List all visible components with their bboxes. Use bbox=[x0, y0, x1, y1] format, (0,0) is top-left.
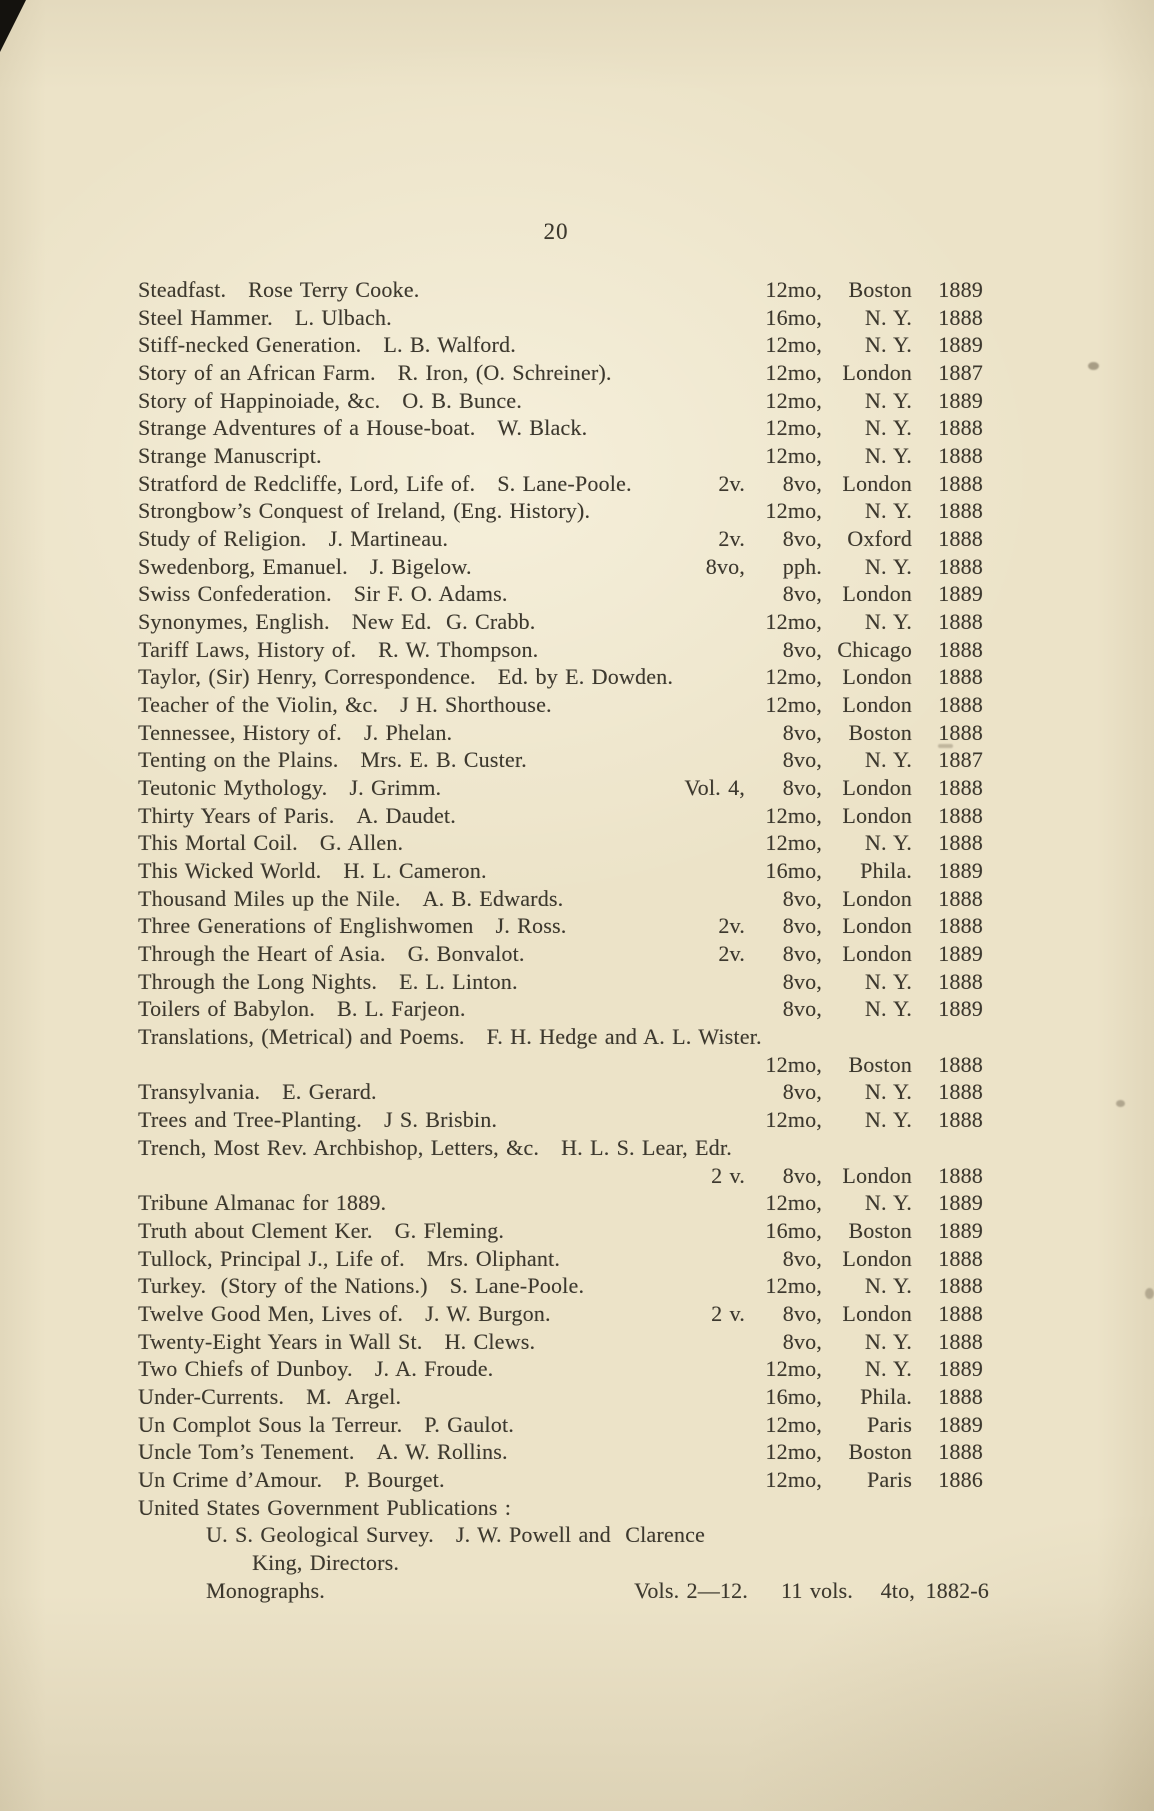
catalog-row bbox=[0, 802, 1154, 830]
catalog-row bbox=[0, 885, 1154, 913]
entry-year: 1888 bbox=[938, 1051, 983, 1077]
entry-title: Through the Long Nights. E. L. Linton. bbox=[138, 968, 518, 994]
entry-title: Story of Happinoiade, &c. O. B. Bunce. bbox=[138, 387, 522, 413]
catalog-row bbox=[0, 1577, 1154, 1605]
entry-title: Taylor, (Sir) Henry, Correspondence. Ed. by E. Dowden. bbox=[138, 664, 674, 690]
catalog-row bbox=[0, 774, 1154, 802]
catalog-row bbox=[0, 1549, 1154, 1577]
entry-volume: 2 v. bbox=[711, 1300, 745, 1326]
entry-format: 12mo, bbox=[765, 1466, 822, 1492]
catalog-row bbox=[0, 1494, 1154, 1522]
entry-place: London bbox=[842, 470, 912, 496]
entry-place: N. Y. bbox=[864, 1107, 912, 1133]
catalog-row bbox=[0, 359, 1154, 387]
entry-title: Turkey. (Story of the Nations.) S. Lane-Poole. bbox=[138, 1273, 585, 1299]
catalog-row bbox=[0, 414, 1154, 442]
entry-title: Un Complot Sous la Terreur. P. Gaulot. bbox=[138, 1411, 514, 1437]
entry-format: 12mo, bbox=[765, 415, 822, 441]
entry-format: 8vo, bbox=[782, 885, 822, 911]
entry-author: Mrs. E. B. Custer. bbox=[360, 747, 527, 773]
catalog-row bbox=[0, 387, 1154, 415]
entry-year: 1888 bbox=[938, 692, 983, 718]
entry-title: Tribune Almanac for 1889. bbox=[138, 1190, 387, 1216]
entry-format: 16mo, bbox=[765, 304, 822, 330]
entry-title: Trench, Most Rev. Archbishop, Letters, &c. H. L. S. Lear, Edr. bbox=[138, 1134, 732, 1160]
entry-year: 1888 bbox=[938, 1079, 983, 1105]
entry-place: N. Y. bbox=[864, 747, 912, 773]
entry-author: A. B. Edwards. bbox=[422, 885, 564, 911]
entry-format: 12mo, bbox=[765, 1411, 822, 1437]
entry-place: London bbox=[842, 1162, 912, 1188]
entry-format: 8vo, bbox=[782, 1245, 822, 1271]
entry-year: 1889 bbox=[938, 941, 983, 967]
catalog-row bbox=[0, 1134, 1154, 1162]
entry-place: N. Y. bbox=[864, 1328, 912, 1354]
entry-format: 8vo, bbox=[782, 1300, 822, 1326]
entry-author: R. W. Thompson. bbox=[378, 636, 539, 662]
entry-place: N. Y. bbox=[864, 415, 912, 441]
entry-place: London bbox=[842, 1300, 912, 1326]
entry-year: 1889 bbox=[938, 1190, 983, 1216]
entry-format: 8vo, bbox=[782, 1328, 822, 1354]
entry-format: 4to, bbox=[880, 1577, 915, 1603]
entry-title: U. S. Geological Survey. J. W. Powell and Clarence bbox=[206, 1522, 706, 1548]
entry-title: Under-Currents. M. Argel. bbox=[138, 1383, 402, 1409]
entry-place: N. Y. bbox=[864, 1356, 912, 1382]
entry-place: London bbox=[842, 664, 912, 690]
entry-year: 1889 bbox=[938, 581, 983, 607]
entry-title: Truth about Clement Ker. G. Fleming. bbox=[138, 1217, 505, 1243]
entry-format: 12mo, bbox=[765, 1356, 822, 1382]
entry-title: Steadfast. Rose Terry Cooke. bbox=[138, 277, 420, 302]
entry-format: 12mo, bbox=[765, 387, 822, 413]
catalog-row bbox=[0, 691, 1154, 719]
entry-year: 1888 bbox=[938, 775, 983, 801]
entry-author: B. L. Farjeon. bbox=[336, 996, 466, 1022]
entry-format: 8vo, bbox=[782, 996, 822, 1022]
entry-place: Paris bbox=[867, 1411, 912, 1437]
catalog-row bbox=[0, 1189, 1154, 1217]
entry-year: 1889 bbox=[938, 277, 983, 302]
entry-place: N. Y. bbox=[864, 553, 912, 579]
entry-year: 1888 bbox=[938, 553, 983, 579]
entry-format: 8vo, bbox=[782, 775, 822, 801]
catalog-row bbox=[0, 1217, 1154, 1245]
entry-title: King, Directors. bbox=[252, 1549, 400, 1575]
entry-format: 8vo, bbox=[782, 913, 822, 939]
catalog-row bbox=[0, 968, 1154, 996]
entry-place: N. Y. bbox=[864, 304, 912, 330]
entry-author: Rose Terry Cooke. bbox=[248, 277, 420, 302]
entry-author: A. Daudet. bbox=[356, 802, 456, 828]
entry-title: Tullock, Principal J., Life of. Mrs. Oliphant. bbox=[138, 1245, 561, 1271]
entry-author: Ed. by E. Dowden. bbox=[497, 664, 674, 690]
entry-format: 8vo, bbox=[782, 719, 822, 745]
entry-place: Chicago bbox=[837, 636, 912, 662]
entry-year: 1889 bbox=[938, 996, 983, 1022]
entry-author: H. L. S. Lear, Edr. bbox=[561, 1134, 732, 1160]
entry-title: Swedenborg, Emanuel. J. Bigelow. bbox=[138, 553, 472, 579]
catalog-row bbox=[0, 663, 1154, 691]
entry-author: S. Lane-Poole. bbox=[449, 1273, 585, 1299]
entry-format: 16mo, bbox=[765, 1383, 822, 1409]
entry-place: Boston bbox=[848, 277, 912, 302]
entry-place: N. Y. bbox=[864, 968, 912, 994]
entry-title: This Mortal Coil. G. Allen. bbox=[138, 830, 404, 856]
entry-format: 12mo, bbox=[765, 664, 822, 690]
entry-format: 8vo, bbox=[782, 636, 822, 662]
entry-year: 1888 bbox=[938, 1439, 983, 1465]
entry-place: N. Y. bbox=[864, 332, 912, 358]
entry-year: 1888 bbox=[938, 526, 983, 552]
entry-author: New Ed. G. Crabb. bbox=[351, 609, 536, 635]
entry-author: H. L. Cameron. bbox=[343, 858, 487, 884]
entry-format: 16mo, bbox=[765, 1217, 822, 1243]
entry-author: J. Grimm. bbox=[349, 775, 442, 801]
catalog-row bbox=[0, 636, 1154, 664]
entry-year: 1882-6 bbox=[925, 1577, 989, 1603]
entry-place: Paris bbox=[867, 1466, 912, 1492]
entry-author: G. Bonvalot. bbox=[407, 941, 525, 967]
entry-year: 1888 bbox=[938, 1245, 983, 1271]
entry-title: Trees and Tree-Planting. J S. Brisbin. bbox=[138, 1107, 498, 1133]
entry-author: Sir F. O. Adams. bbox=[353, 581, 508, 607]
entry-place: N. Y. bbox=[864, 387, 912, 413]
entry-format: 8vo, bbox=[782, 526, 822, 552]
entry-format: 12mo, bbox=[765, 1107, 822, 1133]
catalog-row bbox=[0, 1438, 1154, 1466]
entry-format: 12mo, bbox=[765, 277, 822, 302]
entry-title: Toilers of Babylon. B. L. Farjeon. bbox=[138, 996, 466, 1022]
catalog-row bbox=[0, 1051, 1154, 1079]
catalog-row bbox=[0, 1300, 1154, 1328]
entry-author: G. Fleming. bbox=[394, 1217, 505, 1243]
entry-year: 1889 bbox=[938, 1217, 983, 1243]
entry-year: 1888 bbox=[938, 415, 983, 441]
entry-author: E. L. Linton. bbox=[399, 968, 518, 994]
entry-volume: Vol. 4, bbox=[684, 775, 745, 801]
catalog-row bbox=[0, 940, 1154, 968]
entry-title: Strange Adventures of a House-boat. W. Black. bbox=[138, 415, 588, 441]
entry-place: London bbox=[842, 802, 912, 828]
entry-author: J. Martineau. bbox=[328, 526, 449, 552]
entry-author: J. A. Froude. bbox=[374, 1356, 494, 1382]
entry-title: Strongbow’s Conquest of Ireland, (Eng. History). bbox=[138, 498, 591, 524]
entry-format: 12mo, bbox=[765, 830, 822, 856]
entry-author: J. W. Powell and Clarence bbox=[455, 1522, 706, 1548]
entry-place: London bbox=[842, 581, 912, 607]
entry-title: Two Chiefs of Dunboy. J. A. Froude. bbox=[138, 1356, 494, 1382]
entry-title: Uncle Tom’s Tenement. A. W. Rollins. bbox=[138, 1439, 508, 1465]
catalog-row bbox=[0, 1106, 1154, 1134]
catalog-row bbox=[0, 1521, 1154, 1549]
entry-volume: 2v. bbox=[718, 470, 745, 496]
entry-year: 1889 bbox=[938, 1356, 983, 1382]
scan-corner-artifact bbox=[0, 0, 26, 52]
entry-year: 1889 bbox=[938, 387, 983, 413]
entry-format: 12mo, bbox=[765, 692, 822, 718]
entry-title: United States Government Publications : bbox=[138, 1494, 512, 1520]
entry-year: 1888 bbox=[938, 443, 983, 469]
entry-year: 1888 bbox=[938, 1107, 983, 1133]
entry-author: J. Bigelow. bbox=[369, 553, 472, 579]
entry-author: M. Argel. bbox=[306, 1383, 402, 1409]
entry-place: Phila. bbox=[860, 1383, 912, 1409]
entry-author: F. H. Hedge and A. L. Wister. bbox=[486, 1024, 762, 1050]
entry-author: J S. Brisbin. bbox=[383, 1107, 498, 1133]
entry-year: 1888 bbox=[938, 802, 983, 828]
entry-place: Oxford bbox=[847, 526, 912, 552]
entry-year: 1888 bbox=[938, 1162, 983, 1188]
entry-title: Monographs. bbox=[206, 1577, 325, 1603]
entry-author: S. Lane-Poole. bbox=[497, 470, 632, 496]
entry-title: Story of an African Farm. R. Iron, (O. Schreiner). bbox=[138, 360, 612, 386]
entry-format: 12mo, bbox=[765, 360, 822, 386]
entry-year: 1888 bbox=[938, 609, 983, 635]
entry-format: 12mo, bbox=[765, 332, 822, 358]
entry-year: 1888 bbox=[938, 913, 983, 939]
entry-title: Transylvania. E. Gerard. bbox=[138, 1079, 377, 1105]
entry-author: J. W. Burgon. bbox=[425, 1300, 551, 1326]
entry-author: J. Phelan. bbox=[363, 719, 453, 745]
entry-year: 1887 bbox=[938, 747, 983, 773]
entry-author: J H. Shorthouse. bbox=[400, 692, 552, 718]
entry-format: 12mo, bbox=[765, 1273, 822, 1299]
entry-format: 8vo, bbox=[782, 747, 822, 773]
entry-title: Tariff Laws, History of. R. W. Thompson. bbox=[138, 636, 539, 662]
entry-volume: 2v. bbox=[718, 941, 745, 967]
entry-format: 8vo, bbox=[782, 968, 822, 994]
entry-place: N. Y. bbox=[864, 609, 912, 635]
entry-title: Study of Religion. J. Martineau. bbox=[138, 526, 449, 552]
entry-author: L. Ulbach. bbox=[294, 304, 392, 330]
entry-title: This Wicked World. H. L. Cameron. bbox=[138, 858, 487, 884]
entry-title: Three Generations of Englishwomen J. Ross. bbox=[138, 913, 567, 939]
catalog-row bbox=[0, 580, 1154, 608]
catalog-row bbox=[0, 276, 1154, 304]
entry-format: 8vo, bbox=[782, 1162, 822, 1188]
catalog-row bbox=[0, 470, 1154, 498]
entry-author: J. Ross. bbox=[495, 913, 567, 939]
entry-place: Boston bbox=[848, 1051, 912, 1077]
entry-place: N. Y. bbox=[864, 498, 912, 524]
entry-year: 1886 bbox=[938, 1466, 983, 1492]
catalog-row bbox=[0, 304, 1154, 332]
entry-author: A. W. Rollins. bbox=[376, 1439, 508, 1465]
entry-place: N. Y. bbox=[864, 1190, 912, 1216]
entry-year: 1888 bbox=[938, 1273, 983, 1299]
entry-volume-count: 11 vols. bbox=[781, 1577, 853, 1603]
entry-place: N. Y. bbox=[864, 996, 912, 1022]
catalog-row bbox=[0, 497, 1154, 525]
catalog-row bbox=[0, 608, 1154, 636]
catalog-row bbox=[0, 857, 1154, 885]
catalog-row bbox=[0, 1355, 1154, 1383]
entry-volume: 8vo, bbox=[705, 553, 745, 579]
catalog-row bbox=[0, 1383, 1154, 1411]
catalog-row bbox=[0, 746, 1154, 774]
entry-place: Boston bbox=[848, 719, 912, 745]
entry-author: P. Bourget. bbox=[344, 1466, 445, 1492]
entry-place: Phila. bbox=[860, 858, 912, 884]
catalog-row bbox=[0, 912, 1154, 940]
catalog-row bbox=[0, 1411, 1154, 1439]
entry-year: 1889 bbox=[938, 858, 983, 884]
entry-format: 12mo, bbox=[765, 609, 822, 635]
entry-format: 12mo, bbox=[765, 1051, 822, 1077]
entry-title: Teutonic Mythology. J. Grimm. bbox=[138, 775, 442, 801]
catalog-row bbox=[0, 1162, 1154, 1190]
catalog-row bbox=[0, 1245, 1154, 1273]
entry-place: London bbox=[842, 692, 912, 718]
entry-place: N. Y. bbox=[864, 443, 912, 469]
entry-title: Through the Heart of Asia. G. Bonvalot. bbox=[138, 941, 525, 967]
entry-format: 12mo, bbox=[765, 443, 822, 469]
entry-year: 1888 bbox=[938, 1383, 983, 1409]
entry-format: 16mo, bbox=[765, 858, 822, 884]
catalog-row bbox=[0, 442, 1154, 470]
entry-author: O. B. Bunce. bbox=[402, 387, 522, 413]
page-number: 20 bbox=[543, 219, 569, 244]
entry-title: Twenty-Eight Years in Wall St. H. Clews. bbox=[138, 1328, 536, 1354]
entry-author: P. Gaulot. bbox=[424, 1411, 514, 1437]
entry-year: 1888 bbox=[938, 470, 983, 496]
entry-title: Stratford de Redcliffe, Lord, Life of. S. Lane-Poole. bbox=[138, 470, 632, 496]
entry-title: Synonymes, English. New Ed. G. Crabb. bbox=[138, 609, 536, 635]
catalog-row bbox=[0, 1023, 1154, 1051]
entry-year: 1888 bbox=[938, 664, 983, 690]
entry-author: R. Iron, (O. Schreiner). bbox=[397, 360, 612, 386]
catalog-row bbox=[0, 1272, 1154, 1300]
entry-place: Boston bbox=[848, 1439, 912, 1465]
entry-place: London bbox=[842, 1245, 912, 1271]
entry-place: London bbox=[842, 913, 912, 939]
entry-year: 1887 bbox=[938, 360, 983, 386]
entry-year: 1888 bbox=[938, 498, 983, 524]
entry-title: Tennessee, History of. J. Phelan. bbox=[138, 719, 453, 745]
entry-title: Twelve Good Men, Lives of. J. W. Burgon. bbox=[138, 1300, 551, 1326]
catalog-row bbox=[0, 995, 1154, 1023]
catalog-row bbox=[0, 331, 1154, 359]
entry-place: London bbox=[842, 941, 912, 967]
entry-place: N. Y. bbox=[864, 830, 912, 856]
entry-title: Translations, (Metrical) and Poems. F. H. Hedge and A. L. Wister. bbox=[138, 1024, 762, 1050]
entry-title: Stiff-necked Generation. L. B. Walford. bbox=[138, 332, 516, 358]
entry-place: London bbox=[842, 360, 912, 386]
entry-place: London bbox=[842, 885, 912, 911]
entry-year: 1888 bbox=[938, 304, 983, 330]
entry-title: Teacher of the Violin, &c. J H. Shorthouse. bbox=[138, 692, 552, 718]
entry-volume: 2v. bbox=[718, 913, 745, 939]
entry-author: H. Clews. bbox=[444, 1328, 536, 1354]
entry-format: 12mo, bbox=[765, 1190, 822, 1216]
entry-year: 1888 bbox=[938, 885, 983, 911]
entry-format: 12mo, bbox=[765, 498, 822, 524]
catalog-row bbox=[0, 1078, 1154, 1106]
entry-title: Steel Hammer. L. Ulbach. bbox=[138, 304, 392, 330]
catalog-row bbox=[0, 829, 1154, 857]
entry-place: Boston bbox=[848, 1217, 912, 1243]
entry-year: 1888 bbox=[938, 830, 983, 856]
entry-title: Thousand Miles up the Nile. A. B. Edwards. bbox=[138, 885, 564, 911]
entry-place: N. Y. bbox=[864, 1079, 912, 1105]
entry-year: 1888 bbox=[938, 636, 983, 662]
entry-format: 8vo, bbox=[782, 1079, 822, 1105]
entry-year: 1888 bbox=[938, 968, 983, 994]
entry-author: L. B. Walford. bbox=[383, 332, 516, 358]
catalog-row bbox=[0, 1466, 1154, 1494]
catalog-entries bbox=[0, 276, 1154, 1604]
entry-title: Tenting on the Plains. Mrs. E. B. Custer. bbox=[138, 747, 527, 773]
entry-title: Swiss Confederation. Sir F. O. Adams. bbox=[138, 581, 508, 607]
entry-volume: 2v. bbox=[718, 526, 745, 552]
entry-format: 8vo, bbox=[782, 470, 822, 496]
entry-year: 1888 bbox=[938, 1328, 983, 1354]
catalog-row bbox=[0, 719, 1154, 747]
entry-format: 12mo, bbox=[765, 1439, 822, 1465]
entry-format: 8vo, bbox=[782, 941, 822, 967]
entry-title: Un Crime d’Amour. P. Bourget. bbox=[138, 1466, 445, 1492]
entry-volume-range: Vols. 2—12. bbox=[634, 1577, 748, 1603]
entry-format: 12mo, bbox=[765, 802, 822, 828]
entry-place: London bbox=[842, 775, 912, 801]
entry-year: 1889 bbox=[938, 1411, 983, 1437]
entry-year: 1888 bbox=[938, 719, 983, 745]
entry-author: W. Black. bbox=[497, 415, 588, 441]
entry-place: N. Y. bbox=[864, 1273, 912, 1299]
entry-volume: 2 v. bbox=[711, 1162, 745, 1188]
entry-author: G. Allen. bbox=[319, 830, 404, 856]
entry-year: 1889 bbox=[938, 332, 983, 358]
entry-author: E. Gerard. bbox=[282, 1079, 377, 1105]
entry-author: Mrs. Oliphant. bbox=[426, 1245, 561, 1271]
entry-title: Strange Manuscript. bbox=[138, 443, 322, 469]
catalog-row bbox=[0, 525, 1154, 553]
entry-year: 1888 bbox=[938, 1300, 983, 1326]
entry-format: pph. bbox=[782, 553, 822, 579]
entry-title: Thirty Years of Paris. A. Daudet. bbox=[138, 802, 456, 828]
entry-format: 8vo, bbox=[782, 581, 822, 607]
catalog-row bbox=[0, 553, 1154, 581]
catalog-row bbox=[0, 1328, 1154, 1356]
